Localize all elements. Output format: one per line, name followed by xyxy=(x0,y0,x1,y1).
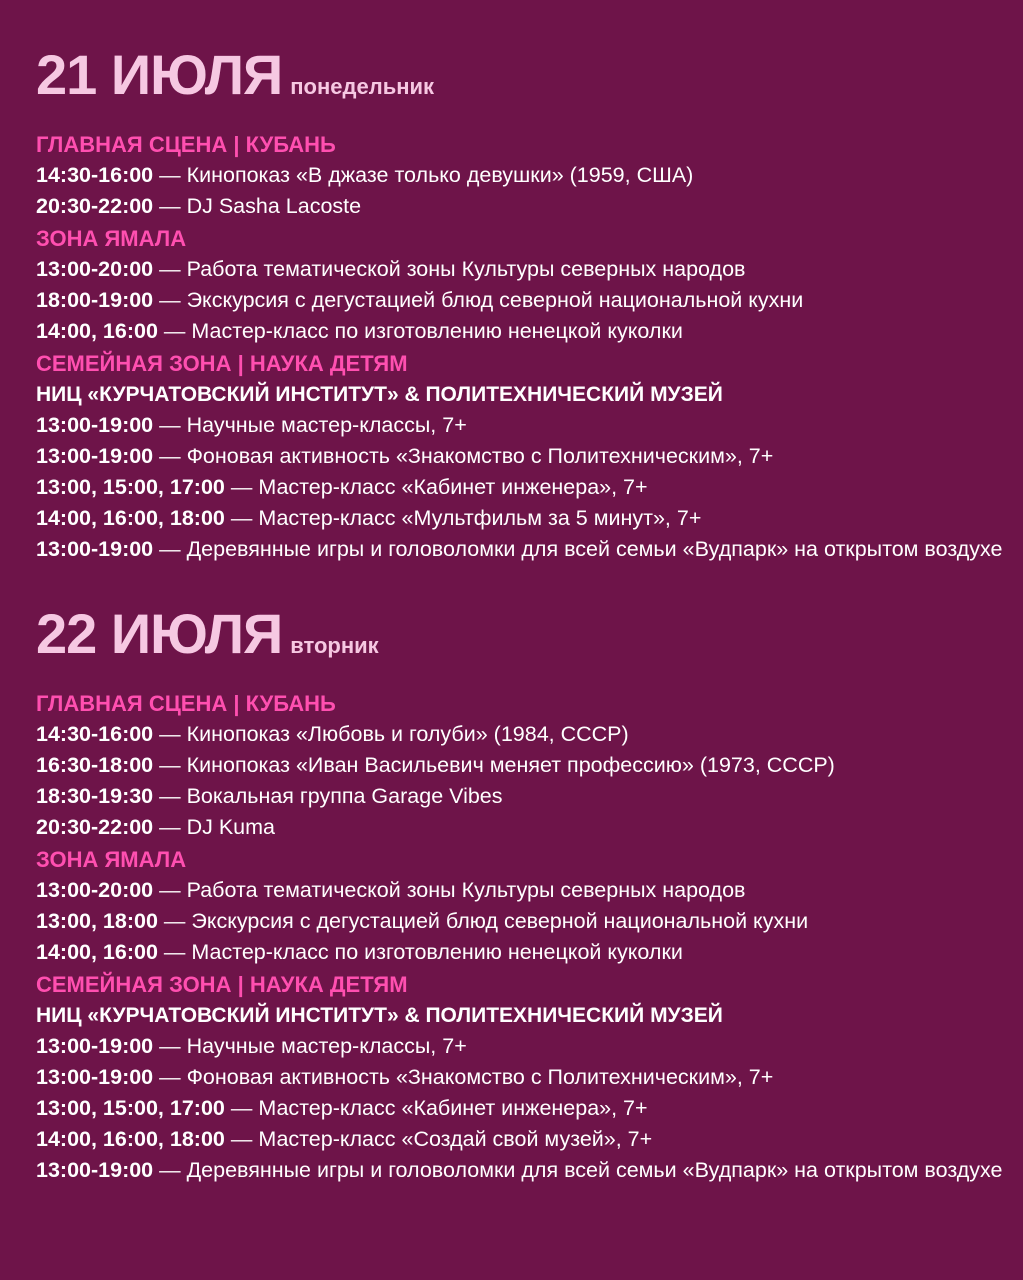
section-title-family: СЕМЕЙНАЯ ЗОНА | НАУКА ДЕТЯМ xyxy=(36,351,408,376)
event-text: — DJ Kuma xyxy=(153,815,276,839)
day-date: 22 ИЮЛЯ xyxy=(36,602,283,665)
event-time: 13:00-19:00 xyxy=(36,1034,154,1058)
event-text: — Мастер-класс «Кабинет инженера», 7+ xyxy=(224,1096,648,1120)
section-title-yamal: ЗОНА ЯМАЛА xyxy=(36,226,187,251)
event-text: — Научные мастер-классы, 7+ xyxy=(153,1034,467,1058)
event-time: 16:30-18:00 xyxy=(36,753,154,777)
event-text: — Экскурсия с дегустацией блюд северной национальной кухни xyxy=(157,909,809,933)
event-time: 13:00, 15:00, 17:00 xyxy=(36,475,225,499)
event-text: — Кинопоказ «Иван Васильевич меняет профессию» (1973, СССР) xyxy=(153,753,835,777)
event-item xyxy=(36,1093,1006,1124)
event-text: — Вокальная группа Garage Vibes xyxy=(153,784,503,808)
event-text: — Работа тематической зоны Культуры северных народов xyxy=(153,878,746,902)
event-item xyxy=(36,812,1006,843)
event-time: 14:30-16:00 xyxy=(36,163,154,187)
event-text: — Мастер-класс «Кабинет инженера», 7+ xyxy=(224,475,648,499)
event-text: — Деревянные игры и головоломки для всей семьи «Вудпарк» на открытом воздухе xyxy=(153,1158,1003,1182)
event-item xyxy=(36,781,1006,812)
day-weekday: понедельник xyxy=(290,74,435,99)
section-title-main-stage: ГЛАВНАЯ СЦЕНА | КУБАНЬ xyxy=(36,132,336,157)
day-header xyxy=(36,601,1006,667)
day-header xyxy=(36,42,1006,108)
event-item xyxy=(36,285,1006,316)
section-title-main-stage: ГЛАВНАЯ СЦЕНА | КУБАНЬ xyxy=(36,691,336,716)
event-time: 13:00-19:00 xyxy=(36,1158,154,1182)
event-time: 14:00, 16:00, 18:00 xyxy=(36,1127,225,1151)
event-time: 13:00-19:00 xyxy=(36,537,154,561)
event-item xyxy=(36,1124,1006,1155)
event-item xyxy=(36,316,1006,347)
event-time: 13:00-19:00 xyxy=(36,413,154,437)
event-text: — Фоновая активность «Знакомство с Политехническим», 7+ xyxy=(153,444,774,468)
section-subtitle: НИЦ «КУРЧАТОВСКИЙ ИНСТИТУТ» & ПОЛИТЕХНИЧЕСКИЙ МУЗЕЙ xyxy=(36,383,723,406)
event-text: — Деревянные игры и головоломки для всей семьи «Вудпарк» на открытом воздухе xyxy=(153,537,1003,561)
event-time: 14:00, 16:00, 18:00 xyxy=(36,506,225,530)
event-item xyxy=(36,191,1006,222)
section-title-yamal: ЗОНА ЯМАЛА xyxy=(36,847,187,872)
schedule-page xyxy=(36,42,1006,1186)
event-time: 13:00, 15:00, 17:00 xyxy=(36,1096,225,1120)
event-text: — Мастер-класс по изготовлению ненецкой куколки xyxy=(157,319,683,343)
event-text: — Мастер-класс «Мультфильм за 5 минут», 7+ xyxy=(224,506,702,530)
event-time: 20:30-22:00 xyxy=(36,194,154,218)
event-time: 18:00-19:00 xyxy=(36,288,154,312)
event-item xyxy=(36,503,1006,534)
event-item xyxy=(36,534,1006,565)
event-item xyxy=(36,875,1006,906)
event-text: — Мастер-класс по изготовлению ненецкой куколки xyxy=(157,940,683,964)
event-time: 13:00-19:00 xyxy=(36,444,154,468)
event-time: 14:30-16:00 xyxy=(36,722,154,746)
event-text: — Работа тематической зоны Культуры северных народов xyxy=(153,257,746,281)
event-item xyxy=(36,410,1006,441)
event-item xyxy=(36,750,1006,781)
event-time: 20:30-22:00 xyxy=(36,815,154,839)
event-time: 18:30-19:30 xyxy=(36,784,154,808)
event-text: — Научные мастер-классы, 7+ xyxy=(153,413,467,437)
event-time: 13:00, 18:00 xyxy=(36,909,158,933)
event-text: — Экскурсия с дегустацией блюд северной национальной кухни xyxy=(153,288,804,312)
event-time: 14:00, 16:00 xyxy=(36,319,158,343)
event-item xyxy=(36,160,1006,191)
event-text: — Кинопоказ «Любовь и голуби» (1984, СССР) xyxy=(153,722,629,746)
day-block-22 xyxy=(36,601,1006,1186)
day-date: 21 ИЮЛЯ xyxy=(36,43,283,106)
event-item xyxy=(36,719,1006,750)
event-item xyxy=(36,472,1006,503)
day-weekday: вторник xyxy=(290,633,379,658)
event-item xyxy=(36,906,1006,937)
event-time: 13:00-20:00 xyxy=(36,257,154,281)
event-text: — Кинопоказ «В джазе только девушки» (1959, США) xyxy=(153,163,694,187)
event-item xyxy=(36,1031,1006,1062)
event-text: — DJ Sasha Lacoste xyxy=(153,194,362,218)
event-text: — Фоновая активность «Знакомство с Политехническим», 7+ xyxy=(153,1065,774,1089)
event-text: — Мастер-класс «Создай свой музей», 7+ xyxy=(224,1127,653,1151)
event-item xyxy=(36,441,1006,472)
section-title-family: СЕМЕЙНАЯ ЗОНА | НАУКА ДЕТЯМ xyxy=(36,972,408,997)
event-item xyxy=(36,1155,1006,1186)
event-time: 14:00, 16:00 xyxy=(36,940,158,964)
day-block-21 xyxy=(36,42,1006,565)
section-subtitle: НИЦ «КУРЧАТОВСКИЙ ИНСТИТУТ» & ПОЛИТЕХНИЧЕСКИЙ МУЗЕЙ xyxy=(36,1004,723,1027)
event-time: 13:00-19:00 xyxy=(36,1065,154,1089)
event-time: 13:00-20:00 xyxy=(36,878,154,902)
event-item xyxy=(36,254,1006,285)
event-item xyxy=(36,1062,1006,1093)
event-item xyxy=(36,937,1006,968)
